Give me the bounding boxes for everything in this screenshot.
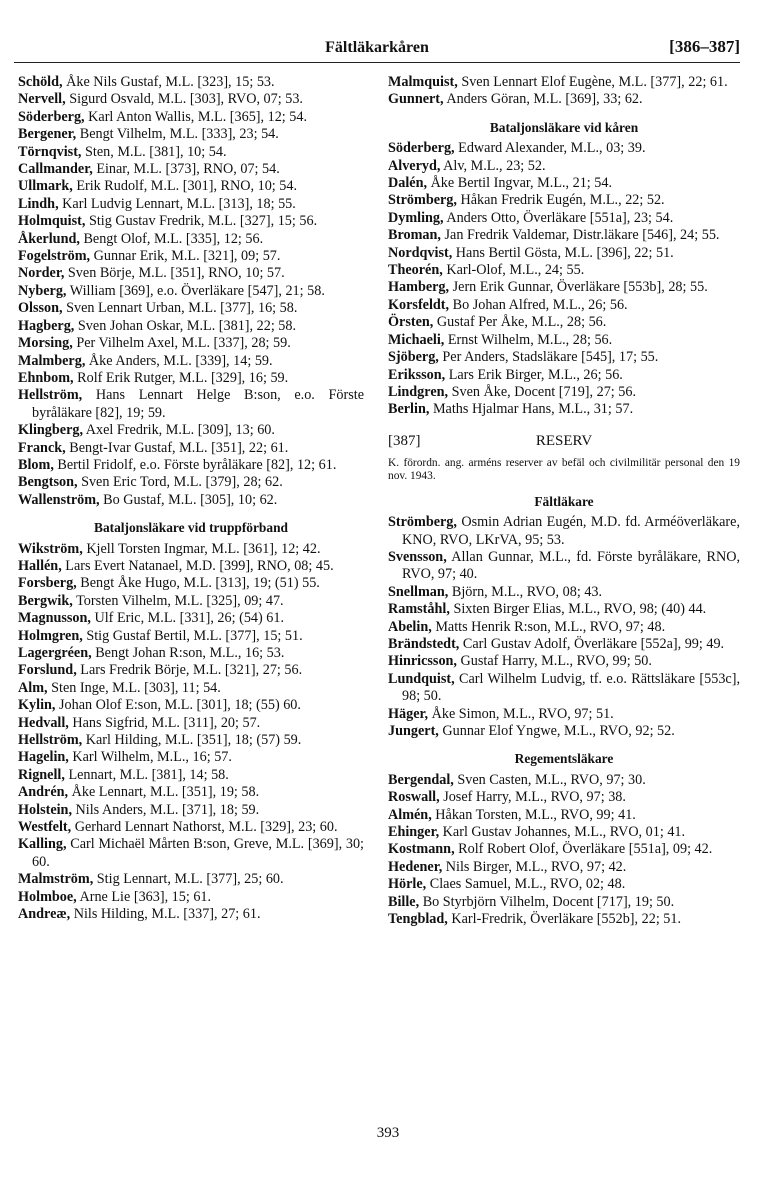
list-item [18, 178, 364, 195]
list-item [18, 265, 364, 282]
list-item [18, 440, 364, 457]
entry-details: Sixten Birger Elias, M.L., RVO, 98; (40) 44. [449, 601, 707, 618]
entry-surname: Wallenström, [18, 491, 100, 508]
entry-surname: Tengblad, [388, 911, 448, 928]
list-item [388, 279, 740, 296]
entry-surname: Franck, [18, 439, 66, 456]
entry-surname: Morsing, [18, 335, 73, 352]
entry-details: Gerhard Lennart Nathorst, M.L. [329], 23; 60. [71, 819, 338, 836]
entry-surname: Kalling, [18, 836, 67, 853]
entry-list-right-b [388, 140, 740, 419]
entry-surname: Schöld, [18, 74, 63, 90]
list-item [18, 161, 364, 178]
entry-details: Bengt Åke Hugo, M.L. [313], 19; (51) 55. [76, 575, 320, 592]
entry-details: Stig Gustaf Bertil, M.L. [377], 15; 51. [82, 627, 303, 644]
entry-surname: Dalén, [388, 175, 428, 192]
entry-surname: Strömberg, [388, 514, 457, 531]
entry-details: Hans Sigfrid, M.L. [311], 20; 57. [68, 714, 261, 731]
entry-surname: Hedvall, [18, 714, 69, 731]
list-item [18, 492, 364, 509]
entry-surname: Söderberg, [18, 108, 85, 125]
section-range: [386–387] [669, 37, 740, 56]
list-item [388, 158, 740, 175]
list-item [18, 422, 364, 439]
entry-surname: Alm, [18, 679, 48, 696]
list-item [388, 192, 740, 209]
list-item [18, 628, 364, 645]
entry-surname: Eriksson, [388, 366, 446, 383]
right-column [388, 74, 740, 928]
list-item [18, 836, 364, 871]
list-item [18, 575, 364, 592]
entry-details: Osmin Adrian Eugén, M.D. fd. Arméöverläkare, KNO, RVO, LKrVA, 95; 53. [402, 514, 740, 548]
entry-surname: Westfelt, [18, 819, 72, 836]
entry-details: Bengt Olof, M.L. [335], 12; 56. [79, 230, 264, 247]
entry-surname: Theorén, [388, 262, 443, 279]
list-item [388, 706, 740, 723]
entry-details: Ernst Wilhelm, M.L., 28; 56. [444, 331, 613, 348]
entry-surname: Holmgren, [18, 627, 83, 644]
entry-surname: Fogelström, [18, 248, 91, 265]
entry-details: Björn, M.L., RVO, 08; 43. [448, 583, 603, 600]
section-heading-karen: Bataljonsläkare vid kåren [489, 119, 639, 135]
list-item [18, 353, 364, 370]
entry-surname: Åkerlund, [18, 230, 80, 247]
entry-details: Karl-Fredrik, Överläkare [552b], 22; 51. [447, 911, 682, 928]
entry-details: Carl Michaël Mårten B:son, Greve, M.L. [369], 30; 60. [32, 836, 364, 870]
list-item [18, 871, 364, 888]
list-item [388, 841, 740, 858]
entry-details: Erik Rudolf, M.L. [301], RNO, 10; 54. [72, 178, 298, 195]
entry-surname: Svensson, [388, 548, 447, 565]
entry-surname: Malmberg, [18, 352, 86, 369]
entry-surname: Snellman, [388, 583, 449, 600]
list-item [388, 601, 740, 618]
entry-details: Nils Anders, M.L. [371], 18; 59. [72, 801, 260, 818]
list-item [388, 210, 740, 227]
entry-details: Stig Gustav Fredrik, M.L. [327], 15; 56. [85, 213, 318, 230]
section-heading-regementslakare: Regementsläkare [514, 751, 614, 767]
list-item [388, 807, 740, 824]
entry-details: Bengt Johan R:son, M.L., 16; 53. [91, 645, 285, 661]
list-item [388, 367, 740, 384]
entry-details: Åke Anders, M.L. [339], 14; 59. [85, 352, 273, 369]
entry-surname: Nervell, [18, 91, 66, 108]
list-item [18, 715, 364, 732]
entry-details: Ulf Eric, M.L. [331], 26; (54) 61. [90, 610, 285, 627]
list-item [18, 593, 364, 610]
entry-surname: Hinricsson, [388, 653, 457, 670]
entry-surname: Hallén, [18, 557, 62, 574]
entry-details: Edward Alexander, M.L., 03; 39. [454, 140, 646, 157]
entry-details: Åke Bertil Ingvar, M.L., 21; 54. [427, 175, 613, 192]
entry-details: Sten, M.L. [381], 10; 54. [81, 143, 227, 160]
entry-details: Alv, M.L., 23; 52. [440, 157, 546, 174]
entry-details: Carl Gustav Adolf, Överläkare [552a], 99; 49. [459, 635, 725, 652]
list-item [18, 906, 364, 923]
entry-details: Åke Simon, M.L., RVO, 97; 51. [428, 705, 614, 722]
entry-details: Sigurd Osvald, M.L. [303], RVO, 07; 53. [65, 91, 303, 108]
list-item [388, 262, 740, 279]
entry-surname: Lindgren, [388, 383, 449, 400]
list-item [388, 772, 740, 789]
entry-surname: Almén, [388, 806, 432, 823]
list-item [18, 662, 364, 679]
entry-surname: Olsson, [18, 300, 63, 317]
entry-surname: Kylin, [18, 697, 56, 714]
entry-details: Stig Lennart, M.L. [377], 25; 60. [93, 871, 284, 888]
entry-surname: Malmquist, [388, 74, 458, 90]
entry-surname: Wikström, [18, 540, 83, 557]
entry-details: Karl Hilding, M.L. [351], 18; (57) 59. [82, 732, 302, 749]
page-number: 393 [376, 1125, 400, 1141]
entry-surname: Nordqvist, [388, 244, 453, 261]
list-item [18, 889, 364, 906]
list-item [18, 697, 364, 714]
entry-surname: Hagelin, [18, 749, 69, 766]
entry-surname: Söderberg, [388, 140, 455, 157]
list-item [388, 384, 740, 401]
entry-surname: Hagberg, [18, 317, 75, 334]
entry-surname: Strömberg, [388, 192, 457, 209]
list-item [388, 140, 740, 157]
entry-details: Arne Lie [363], 15; 61. [76, 888, 212, 905]
list-item [388, 911, 740, 928]
list-item [18, 457, 364, 474]
entry-details: Karl Gustav Johannes, M.L., RVO, 01; 41. [439, 824, 686, 841]
list-item [18, 196, 364, 213]
reserv-note: K. förordn. ang. arméns reserver av befäl och civilmilitär personal den 19 nov. 1943. [388, 456, 740, 482]
entry-details: Nils Birger, M.L., RVO, 97; 42. [442, 858, 627, 875]
list-item [18, 283, 364, 300]
entry-details: Hans Lennart Helge B:son, e.o. Förste byråläkare [82], 19; 59. [32, 387, 364, 421]
entry-details: Gunnar Erik, M.L. [321], 09; 57. [90, 248, 281, 265]
list-item [388, 549, 740, 584]
entry-details: Per Anders, Stadsläkare [545], 17; 55. [438, 349, 659, 366]
entry-details: Lars Evert Natanael, M.D. [399], RNO, 08; 45. [61, 557, 334, 574]
entry-surname: Örsten, [388, 314, 434, 331]
list-item [18, 387, 364, 422]
entry-surname: Brändstedt, [388, 635, 460, 652]
list-item [18, 335, 364, 352]
list-item [388, 297, 740, 314]
entry-details: Lars Erik Birger, M.L., 26; 56. [445, 366, 623, 383]
entry-details: Maths Hjalmar Hans, M.L., 31; 57. [429, 401, 634, 418]
entry-details: Bengt Vilhelm, M.L. [333], 23; 54. [76, 126, 279, 143]
list-item [388, 74, 740, 91]
page-header [14, 36, 740, 63]
entry-details: Anders Göran, M.L. [369], 33; 62. [443, 91, 643, 108]
entry-details: Sven Eric Tord, M.L. [379], 28; 62. [77, 474, 283, 491]
list-item [18, 109, 364, 126]
section-heading-truppforband: Bataljonsläkare vid truppförband [94, 520, 288, 536]
list-item [388, 514, 740, 549]
reserv-section-number: [387] [388, 432, 421, 449]
entry-surname: Michaeli, [388, 331, 445, 348]
list-item [388, 245, 740, 262]
entry-surname: Hellström, [18, 732, 83, 749]
list-item [18, 802, 364, 819]
list-item [388, 619, 740, 636]
entry-surname: Forsberg, [18, 575, 77, 592]
entry-surname: Forslund, [18, 662, 77, 679]
list-item [388, 671, 740, 706]
entry-surname: Bengtson, [18, 474, 78, 491]
entry-surname: Lundquist, [388, 670, 455, 687]
list-item [388, 859, 740, 876]
list-item [18, 126, 364, 143]
entry-details: Håkan Torsten, M.L., RVO, 99; 41. [431, 806, 636, 823]
entry-details: Einar, M.L. [373], RNO, 07; 54. [92, 161, 280, 178]
entry-list-right-d [388, 772, 740, 929]
list-item [388, 332, 740, 349]
list-item [18, 248, 364, 265]
entry-surname: Nyberg, [18, 282, 67, 299]
list-item [388, 789, 740, 806]
left-column [18, 74, 364, 924]
entry-surname: Lindh, [18, 195, 59, 212]
entry-details: Carl Wilhelm Ludvig, tf. e.o. Rättsläkare [553c], 98; 50. [402, 670, 740, 705]
entry-details: Torsten Vilhelm, M.L. [325], 09; 47. [72, 592, 284, 609]
entry-details: Sven Johan Oskar, M.L. [381], 22; 58. [74, 317, 297, 334]
entry-surname: Klingberg, [18, 422, 84, 439]
entry-details: Bo Johan Alfred, M.L., 26; 56. [449, 296, 628, 313]
list-item [18, 610, 364, 627]
entry-surname: Bergener, [18, 126, 77, 143]
entry-surname: Ehinger, [388, 824, 440, 841]
list-item [388, 349, 740, 366]
entry-surname: Sjöberg, [388, 349, 439, 366]
list-item [18, 300, 364, 317]
entry-details: Sven Börje, M.L. [351], RNO, 10; 57. [64, 265, 285, 282]
entry-details: Karl Ludvig Lennart, M.L. [313], 18; 55. [58, 195, 296, 212]
entry-surname: Andrén, [18, 784, 69, 801]
entry-details: Lars Fredrik Börje, M.L. [321], 27; 56. [76, 662, 303, 679]
list-item [18, 645, 364, 662]
list-item [18, 749, 364, 766]
entry-details: Åke Nils Gustaf, M.L. [323], 15; 53. [62, 74, 275, 90]
entry-details: Gunnar Elof Yngwe, M.L., RVO, 92; 52. [438, 723, 675, 739]
entry-details: Gustaf Harry, M.L., RVO, 99; 50. [456, 653, 652, 670]
list-item [18, 370, 364, 387]
entry-details: William [369], e.o. Överläkare [547], 21; 58. [66, 282, 325, 299]
entry-surname: Roswall, [388, 789, 440, 806]
list-item [18, 732, 364, 749]
entry-surname: Törnqvist, [18, 143, 82, 160]
entry-details: Sven Åke, Docent [719], 27; 56. [448, 383, 637, 400]
entry-surname: Berlin, [388, 401, 430, 418]
list-item [388, 401, 740, 418]
list-item [18, 91, 364, 108]
entry-details: Josef Harry, M.L., RVO, 97; 38. [439, 789, 626, 806]
entry-surname: Holmboe, [18, 888, 77, 905]
entry-details: Karl-Olof, M.L., 24; 55. [442, 262, 585, 279]
entry-surname: Korsfeldt, [388, 296, 450, 313]
reserv-title: RESERV [535, 432, 593, 449]
entry-surname: Dymling, [388, 209, 444, 226]
entry-details: Karl Anton Wallis, M.L. [365], 12; 54. [84, 108, 308, 125]
entry-surname: Bille, [388, 893, 420, 910]
entry-surname: Rignell, [18, 766, 65, 783]
list-item [18, 767, 364, 784]
entry-details: Sven Lennart Urban, M.L. [377], 16; 58. [62, 300, 298, 317]
entry-surname: Norder, [18, 265, 65, 282]
list-item [388, 894, 740, 911]
list-item [18, 231, 364, 248]
entry-details: Bo Styrbjörn Vilhelm, Docent [717], 19; 50. [419, 893, 675, 910]
entry-surname: Hellström, [18, 387, 83, 404]
entry-surname: Blom, [18, 456, 54, 473]
entry-details: Allan Gunnar, M.L., fd. Förste byråläkare, RNO, RVO, 97; 40. [402, 548, 740, 583]
entry-list-left-a [18, 74, 364, 509]
entry-surname: Abelin, [388, 618, 432, 635]
entry-details: Bo Gustaf, M.L. [305], 10; 62. [99, 491, 278, 508]
entry-details: Axel Fredrik, M.L. [309], 13; 60. [83, 422, 275, 439]
entry-surname: Hedener, [388, 858, 443, 875]
list-item [388, 91, 740, 108]
entry-details: Sven Casten, M.L., RVO, 97; 30. [453, 771, 646, 788]
entry-details: Sven Lennart Elof Eugène, M.L. [377], 22; 61. [457, 74, 728, 90]
list-item [388, 584, 740, 601]
entry-list-right-a [388, 74, 740, 109]
list-item [388, 227, 740, 244]
entry-details: Håkan Fredrik Eugén, M.L., 22; 52. [456, 192, 665, 209]
entry-surname: Kostmann, [388, 841, 455, 858]
list-item [388, 723, 740, 740]
list-item [388, 876, 740, 893]
entry-surname: Magnusson, [18, 610, 91, 627]
list-item [18, 213, 364, 230]
entry-surname: Ehnbom, [18, 369, 74, 386]
entry-details: Hans Bertil Gösta, M.L. [396], 22; 51. [452, 244, 674, 261]
entry-surname: Häger, [388, 705, 429, 722]
entry-surname: Bergwik, [18, 592, 73, 609]
entry-surname: Broman, [388, 227, 441, 244]
entry-details: Nils Hilding, M.L. [337], 27; 61. [70, 906, 261, 923]
list-item [388, 314, 740, 331]
entry-details: Claes Samuel, M.L., RVO, 02; 48. [426, 876, 626, 893]
entry-surname: Callmander, [18, 161, 93, 178]
list-item [18, 74, 364, 91]
list-item [18, 784, 364, 801]
list-item [388, 653, 740, 670]
entry-surname: Andreæ, [18, 906, 71, 923]
entry-surname: Bergendal, [388, 771, 454, 788]
entry-list-left-b [18, 541, 364, 924]
entry-surname: Alveryd, [388, 157, 441, 174]
entry-details: Kjell Torsten Ingmar, M.L. [361], 12; 42. [82, 540, 321, 557]
entry-details: Bengt-Ivar Gustaf, M.L. [351], 22; 61. [65, 439, 289, 456]
entry-details: Jan Fredrik Valdemar, Distr.läkare [546], 24; 55. [440, 227, 720, 244]
entry-details: Karl Wilhelm, M.L., 16; 57. [68, 749, 232, 766]
list-item [388, 175, 740, 192]
entry-details: Johan Olof E:son, M.L. [301], 18; (55) 60. [55, 697, 301, 714]
entry-details: Gustaf Per Åke, M.L., 28; 56. [433, 314, 607, 331]
entry-details: Per Vilhelm Axel, M.L. [337], 28; 59. [72, 335, 291, 352]
entry-details: Bertil Fridolf, e.o. Förste byråläkare [82], 12; 61. [53, 456, 337, 473]
entry-surname: Ramståhl, [388, 601, 450, 618]
list-item [388, 636, 740, 653]
entry-surname: Lagergréen, [18, 645, 92, 661]
list-item [18, 318, 364, 335]
entry-surname: Gunnert, [388, 91, 444, 108]
reserv-heading [388, 433, 740, 455]
list-item [18, 819, 364, 836]
entry-surname: Ullmark, [18, 178, 73, 195]
entry-surname: Holstein, [18, 801, 72, 818]
entry-details: Jern Erik Gunnar, Överläkare [553b], 28; 55. [449, 279, 708, 296]
entry-surname: Jungert, [388, 723, 439, 739]
entry-details: Anders Otto, Överläkare [551a], 23; 54. [443, 209, 674, 226]
entry-surname: Holmquist, [18, 213, 86, 230]
entry-details: Rolf Robert Olof, Överläkare [551a], 09; 42. [454, 841, 713, 858]
entry-details: Lennart, M.L. [381], 14; 58. [64, 766, 229, 783]
list-item [18, 144, 364, 161]
section-heading-faltlakare: Fältläkare [534, 493, 594, 509]
entry-details: Åke Lennart, M.L. [351], 19; 58. [68, 784, 260, 801]
entry-details: Matts Henrik R:son, M.L., RVO, 97; 48. [431, 618, 666, 635]
list-item [18, 558, 364, 575]
list-item [388, 824, 740, 841]
entry-details: Sten Inge, M.L. [303], 11; 54. [47, 679, 221, 696]
entry-list-right-c [388, 514, 740, 740]
entry-surname: Hörle, [388, 876, 427, 893]
list-item [18, 474, 364, 491]
entry-surname: Hamberg, [388, 279, 450, 296]
entry-surname: Malmström, [18, 871, 94, 888]
running-title: Fältläkarkåren [325, 39, 429, 56]
entry-details: Rolf Erik Rutger, M.L. [329], 16; 59. [73, 369, 289, 386]
list-item [18, 541, 364, 558]
list-item [18, 680, 364, 697]
